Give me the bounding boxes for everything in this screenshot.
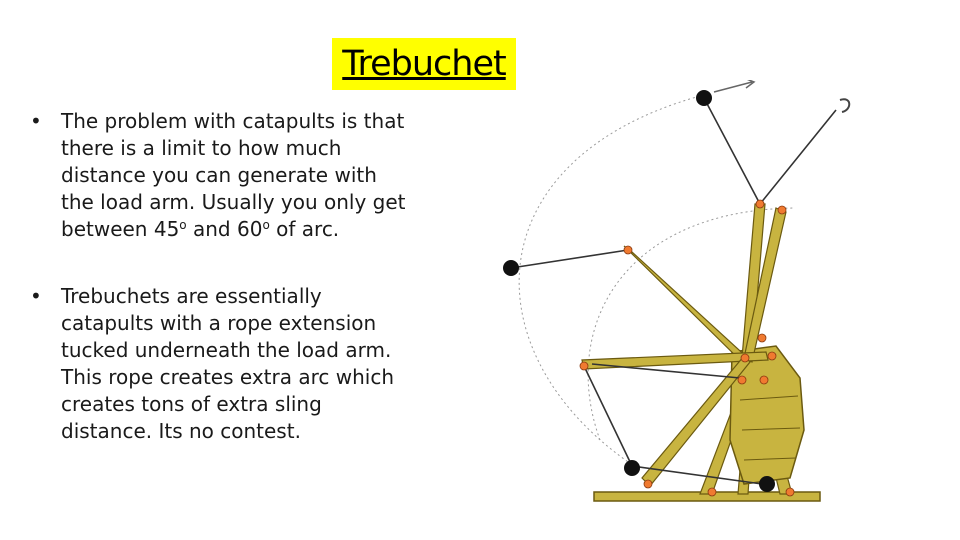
projectile-bottom-left xyxy=(624,460,640,476)
slide-title: Trebuchet xyxy=(332,38,516,90)
projectile-left xyxy=(503,260,519,276)
arm-position-3 xyxy=(624,246,750,364)
release-hook-icon xyxy=(840,99,849,112)
bullet-item xyxy=(30,283,410,445)
projectile-bottom-right xyxy=(759,476,775,492)
projectile-top xyxy=(696,90,712,106)
bullet-list xyxy=(30,108,410,445)
bullet-text: The problem with catapults is that there is a limit to how much distance you can generate with the load arm. Usually you only get between 45 xyxy=(61,109,406,241)
bullet-item xyxy=(30,108,410,243)
bullet-text: and 60 xyxy=(186,217,263,241)
degree-mark: o xyxy=(262,218,270,232)
launch-arrow-icon xyxy=(714,80,754,92)
bullet-text: Trebuchets are essentially catapults with a rope extension tucked underneath the load arm. This rope creates extra arc which creates tons of extra sling distance. Its no contest. xyxy=(61,284,394,443)
outer-trajectory-arc xyxy=(519,96,700,470)
bullet-text: of arc. xyxy=(269,217,340,241)
degree-mark: o xyxy=(179,218,187,232)
trebuchet-diagram xyxy=(490,80,870,520)
